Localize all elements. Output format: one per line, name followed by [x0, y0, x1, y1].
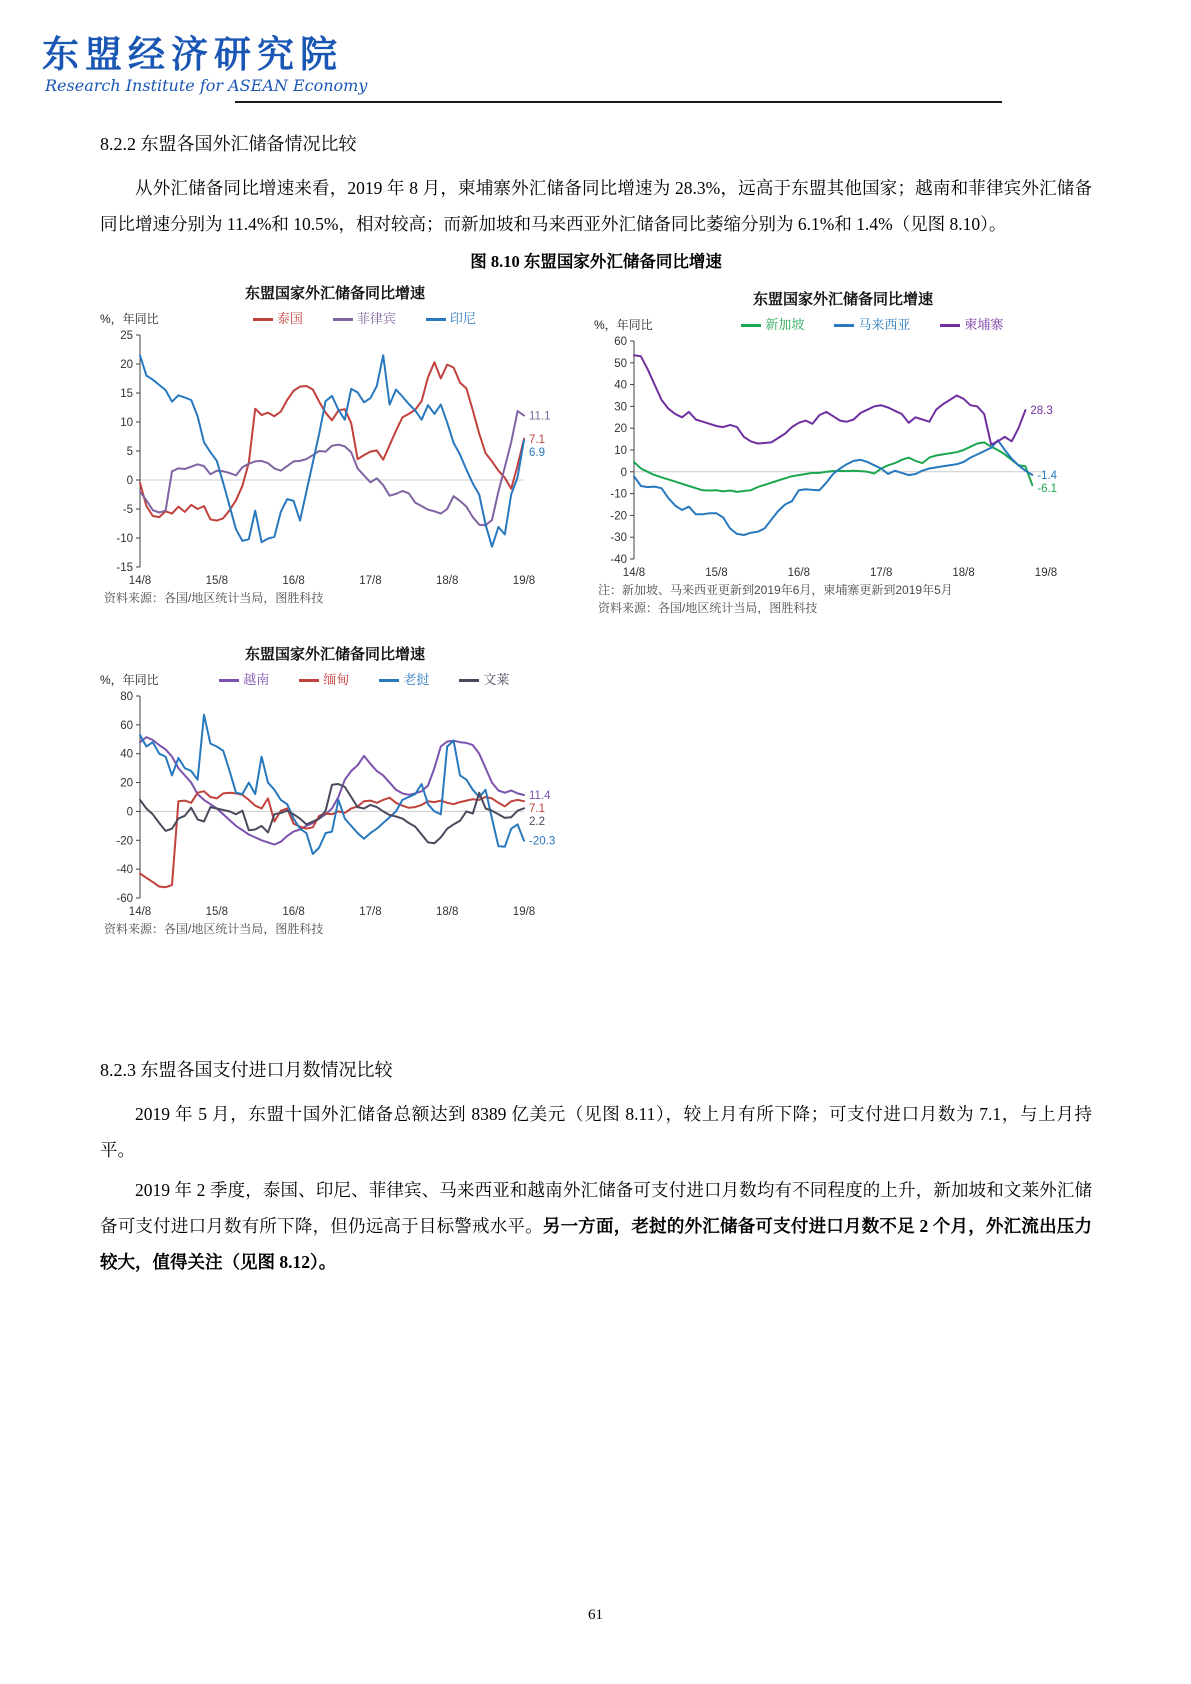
- chart-source-note: 资料来源：各国/地区统计当局，图胜科技: [104, 922, 324, 936]
- chart-update-note: 注：新加坡、马来西亚更新到2019年6月，柬埔寨更新到2019年5月: [598, 583, 953, 597]
- line-chart: [100, 688, 570, 920]
- svg-text:-40: -40: [116, 864, 133, 877]
- svg-text:40: 40: [120, 748, 133, 761]
- section-heading-822: 8.2.2 东盟各国外汇储备情况比较: [100, 134, 357, 154]
- paragraph-823-2-bold: 另一方面，老挝的外汇储备可支付进口月数不足 2 个月，外汇流出压力较大，值得关注（见图 8.12）。: [100, 1216, 1093, 1272]
- svg-text:-60: -60: [116, 893, 133, 905]
- svg-text:17/8: 17/8: [870, 567, 893, 579]
- section-heading-823: 8.2.3 东盟各国支付进口月数情况比较: [100, 1060, 393, 1080]
- svg-text:-1.4: -1.4: [1037, 469, 1058, 482]
- svg-text:16/8: 16/8: [787, 567, 810, 579]
- page-content: [100, 130, 1092, 1284]
- svg-text:-15: -15: [116, 562, 133, 574]
- svg-text:20: 20: [120, 777, 133, 790]
- legend-item: 印尼: [426, 308, 476, 327]
- figure-row-top: [100, 282, 1092, 617]
- svg-text:16/8: 16/8: [282, 906, 305, 918]
- svg-text:19/8: 19/8: [512, 906, 536, 918]
- svg-text:60: 60: [614, 336, 627, 348]
- svg-text:60: 60: [120, 719, 133, 732]
- svg-text:11.1: 11.1: [529, 410, 551, 423]
- svg-text:-10: -10: [610, 488, 627, 501]
- svg-text:30: 30: [614, 401, 627, 414]
- svg-text:15: 15: [120, 388, 133, 400]
- chart-legend: [159, 669, 570, 688]
- svg-text:17/8: 17/8: [359, 575, 382, 587]
- paragraph-823-1: 2019 年 5 月，东盟十国外汇储备总额达到 8389 亿美元（见图 8.11），较上月有所下降；可支付进口月数为 7.1，与上月持平。: [100, 1104, 1092, 1160]
- figure-row-bottom: [100, 617, 1092, 938]
- svg-text:-10: -10: [116, 533, 133, 545]
- svg-text:10: 10: [120, 417, 133, 429]
- legend-item: 菲律宾: [333, 308, 396, 327]
- svg-text:0: 0: [126, 475, 133, 487]
- legend-item: 老挝: [379, 669, 429, 688]
- legend-item: 泰国: [253, 308, 303, 327]
- svg-text:-40: -40: [610, 554, 627, 566]
- chart-legend: [653, 314, 1092, 333]
- chart-source-note: 资料来源：各国/地区统计当局，图胜科技: [598, 601, 818, 615]
- y-axis-unit-label: %，年同比: [594, 318, 653, 332]
- chart-header: [100, 666, 570, 688]
- chart-header: [100, 305, 570, 327]
- legend-item: 文莱: [459, 669, 509, 688]
- chart-title: 东盟国家外汇储备同比增速: [244, 285, 425, 302]
- svg-text:14/8: 14/8: [622, 567, 646, 579]
- page-number: 61: [588, 1607, 603, 1623]
- svg-text:0: 0: [620, 466, 627, 479]
- figure-caption: 图 8.10 东盟国家外汇储备同比增速: [470, 252, 722, 271]
- svg-text:16/8: 16/8: [282, 575, 305, 587]
- svg-text:50: 50: [614, 357, 627, 370]
- svg-text:14/8: 14/8: [128, 906, 152, 918]
- svg-text:-20: -20: [116, 835, 133, 848]
- svg-text:-6.1: -6.1: [1037, 482, 1058, 495]
- chart-source-note: 资料来源：各国/地区统计当局，图胜科技: [104, 591, 324, 605]
- svg-text:40: 40: [614, 379, 627, 392]
- svg-text:11.4: 11.4: [529, 789, 551, 802]
- chart-card-thailand-philippines-indonesia: [100, 282, 570, 607]
- svg-text:15/8: 15/8: [705, 567, 728, 579]
- chart-title: 东盟国家外汇储备同比增速: [244, 646, 425, 663]
- legend-item: 缅甸: [299, 669, 349, 688]
- svg-text:7.1: 7.1: [529, 433, 545, 446]
- legend-item: 马来西亚: [834, 314, 910, 333]
- legend-item: 越南: [219, 669, 269, 688]
- line-chart: [100, 327, 570, 589]
- svg-text:0: 0: [126, 806, 133, 819]
- chart-header: [594, 311, 1092, 333]
- svg-text:15/8: 15/8: [205, 906, 228, 918]
- chart-card-singapore-malaysia-cambodia: [594, 288, 1092, 617]
- svg-text:19/8: 19/8: [1034, 567, 1058, 579]
- svg-text:28.3: 28.3: [1030, 405, 1053, 418]
- svg-text:2.2: 2.2: [529, 815, 545, 828]
- svg-text:7.1: 7.1: [529, 802, 545, 815]
- y-axis-unit-label: %，年同比: [100, 312, 159, 326]
- svg-text:80: 80: [120, 691, 133, 703]
- svg-text:-20: -20: [610, 510, 627, 523]
- svg-text:18/8: 18/8: [436, 906, 459, 918]
- paragraph-823-2-normal: 2019 年 2 季度，泰国、印尼、菲律宾、马来西亚和越南外汇储备可支付进口月数均有不同程度的上升，新加坡和文莱外汇储备可支付进口月数有所下降，但仍远高于目标警戒水平。: [100, 1180, 1092, 1236]
- svg-text:6.9: 6.9: [529, 446, 545, 459]
- line-chart: [594, 333, 1092, 581]
- svg-text:14/8: 14/8: [128, 575, 152, 587]
- chart-legend: [159, 308, 570, 327]
- header-rule: [235, 101, 1002, 103]
- chart-title: 东盟国家外汇储备同比增速: [752, 291, 933, 308]
- svg-text:-5: -5: [122, 504, 133, 516]
- legend-item: 新加坡: [741, 314, 804, 333]
- logo-text-cn: 东盟经济研究院: [42, 32, 343, 76]
- svg-text:18/8: 18/8: [436, 575, 459, 587]
- svg-text:5: 5: [126, 446, 133, 458]
- svg-text:10: 10: [614, 445, 627, 457]
- svg-text:19/8: 19/8: [512, 575, 536, 587]
- chart-card-vietnam-myanmar-laos-brunei: [100, 643, 570, 938]
- svg-text:20: 20: [614, 423, 627, 436]
- svg-text:-30: -30: [610, 532, 627, 545]
- svg-text:25: 25: [120, 330, 133, 342]
- logo-text-en: Research Institute for ASEAN Economy: [45, 76, 368, 95]
- svg-text:20: 20: [120, 359, 133, 371]
- paragraph-822-1: 从外汇储备同比增速来看，2019 年 8 月，柬埔寨外汇储备同比增速为 28.3%，远高于东盟其他国家；越南和菲律宾外汇储备同比增速分别为 11.4%和 10.5%，相对较高；而新加坡和马来西亚外汇储备同比萎缩分别为 6.1%和 1.4%（见图 8.10）。: [100, 178, 1092, 234]
- legend-item: 柬埔寨: [940, 314, 1003, 333]
- svg-text:17/8: 17/8: [359, 906, 382, 918]
- paragraph-823-2: [100, 1172, 1092, 1280]
- y-axis-unit-label: %，年同比: [100, 673, 159, 687]
- svg-text:18/8: 18/8: [952, 567, 975, 579]
- svg-text:-20.3: -20.3: [529, 835, 556, 848]
- svg-text:15/8: 15/8: [205, 575, 228, 587]
